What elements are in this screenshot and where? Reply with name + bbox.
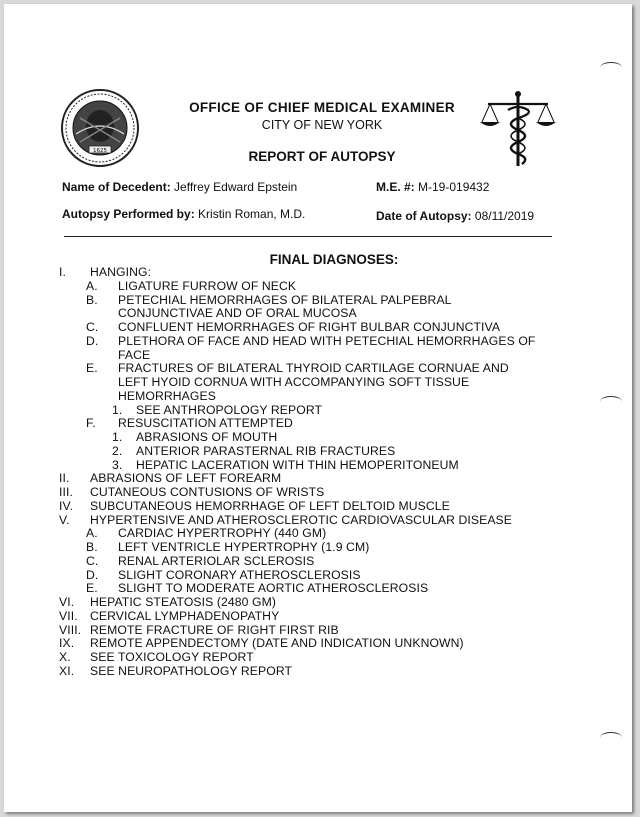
diagnosis-marker: III. xyxy=(59,485,73,499)
diagnosis-text: SLIGHT CORONARY ATHEROSCLEROSIS xyxy=(118,567,361,582)
diagnosis-text: CERVICAL LYMPHADENOPATHY xyxy=(90,608,280,623)
diagnosis-text: HEMORRHAGES xyxy=(118,388,216,403)
diagnosis-text: HYPERTENSIVE AND ATHEROSCLEROTIC CARDIOVASCULAR DISEASE xyxy=(90,512,513,527)
autopsy-date-label: Date of Autopsy: xyxy=(376,209,472,223)
diagnosis-marker: A. xyxy=(86,526,98,541)
binder-hole-mark xyxy=(600,396,622,407)
diagnosis-text: REMOTE APPENDECTOMY (DATE AND INDICATION UNKNOWN) xyxy=(90,636,464,651)
diagnosis-text: HANGING: xyxy=(90,265,152,279)
diagnosis-marker: IX. xyxy=(59,636,75,651)
diagnosis-text: FRACTURES OF BILATERAL THYROID CARTILAGE CORNUAE AND xyxy=(118,361,509,376)
diagnosis-text: PETECHIAL HEMORRHAGES OF BILATERAL PALPEBRAL xyxy=(118,292,452,307)
diagnosis-marker: D. xyxy=(86,567,99,582)
diagnosis-text: LEFT HYOID CORNUA WITH ACCOMPANYING SOFT TISSUE xyxy=(118,375,470,389)
performed-by-field xyxy=(62,207,305,221)
diagnosis-marker: V. xyxy=(59,512,70,527)
diagnosis-marker: VI. xyxy=(59,595,75,609)
binder-hole-mark xyxy=(600,732,622,743)
diagnosis-text: HEPATIC STEATOSIS (2480 GM) xyxy=(90,595,277,609)
report-title: REPORT OF AUTOPSY xyxy=(248,149,396,164)
diagnosis-text: REMOTE FRACTURE OF RIGHT FIRST RIB xyxy=(90,622,339,637)
diagnosis-marker: A. xyxy=(86,278,98,293)
decedent-label: Name of Decedent: xyxy=(62,180,171,194)
diagnosis-text: SEE ANTHROPOLOGY REPORT xyxy=(136,402,323,417)
diagnosis-text: RENAL ARTERIOLAR SCLEROSIS xyxy=(118,553,315,568)
me-number-value: M-19-019432 xyxy=(418,180,490,194)
diagnosis-text: PLETHORA OF FACE AND HEAD WITH PETECHIAL HEMORRHAGES OF xyxy=(118,333,536,348)
performed-by-value: Kristin Roman, M.D. xyxy=(198,207,306,221)
diagnosis-text: SEE TOXICOLOGY REPORT xyxy=(90,650,254,664)
diagnosis-marker: VII. xyxy=(59,608,78,623)
binder-hole-mark xyxy=(600,62,622,73)
diagnosis-marker: IV. xyxy=(59,498,74,513)
city-subtitle: CITY OF NEW YORK xyxy=(261,118,383,132)
diagnosis-marker: X. xyxy=(59,650,71,664)
diagnosis-text: ABRASIONS OF MOUTH xyxy=(136,430,278,444)
autopsy-date-field xyxy=(376,209,534,223)
diagnosis-text: SUBCUTANEOUS HEMORRHAGE OF LEFT DELTOID MUSCLE xyxy=(90,498,450,513)
diagnosis-text: CUTANEOUS CONTUSIONS OF WRISTS xyxy=(90,485,325,499)
diagnosis-marker: B. xyxy=(86,292,98,307)
diagnosis-text: ANTERIOR PARASTERNAL RIB FRACTURES xyxy=(136,443,396,458)
performed-by-label: Autopsy Performed by: xyxy=(62,207,195,221)
diagnosis-marker: F. xyxy=(86,416,96,431)
diagnosis-text: CONJUNCTIVAE AND OF ORAL MUCOSA xyxy=(118,306,357,321)
diagnosis-text: LEFT VENTRICLE HYPERTROPHY (1.9 CM) xyxy=(118,540,370,554)
diagnosis-marker: II. xyxy=(59,471,70,486)
diagnosis-marker: C. xyxy=(86,320,99,334)
diagnosis-text: RESUSCITATION ATTEMPTED xyxy=(118,416,293,431)
diagnosis-text: CONFLUENT HEMORRHAGES OF RIGHT BULBAR CONJUNCTIVA xyxy=(118,320,501,334)
me-number-field xyxy=(376,180,489,194)
final-diagnoses-title: FINAL DIAGNOSES: xyxy=(269,252,399,267)
diagnosis-text: SEE NEUROPATHOLOGY REPORT xyxy=(90,663,293,678)
diagnosis-marker: E. xyxy=(86,361,98,376)
diagnosis-marker: E. xyxy=(86,581,98,596)
diagnosis-text: CARDIAC HYPERTROPHY (440 GM) xyxy=(118,526,327,541)
diagnosis-text: SLIGHT TO MODERATE AORTIC ATHEROSCLEROSIS xyxy=(118,581,429,596)
diagnosis-marker: VIII. xyxy=(59,622,82,637)
me-number-label: M.E. #: xyxy=(376,180,415,194)
diagnosis-text: HEPATIC LACERATION WITH THIN HEMOPERITONEUM xyxy=(136,457,459,472)
diagnosis-marker: D. xyxy=(86,333,99,348)
diagnosis-marker: I. xyxy=(59,265,66,279)
diagnosis-text: ABRASIONS OF LEFT FOREARM xyxy=(90,471,282,486)
autopsy-date-value: 08/11/2019 xyxy=(474,209,535,223)
diagnosis-marker: 1. xyxy=(112,430,123,444)
decedent-field xyxy=(62,180,297,194)
diagnosis-marker: B. xyxy=(86,540,98,554)
report-page xyxy=(4,4,632,812)
seal-year: 1625 xyxy=(93,148,107,154)
diagnosis-marker: 1. xyxy=(112,402,123,417)
diagnosis-text: FACE xyxy=(118,347,151,362)
diagnosis-marker: 2. xyxy=(112,443,123,458)
diagnosis-text: LIGATURE FURROW OF NECK xyxy=(118,278,297,293)
diagnosis-marker: XI. xyxy=(59,663,75,678)
diagnosis-marker: C. xyxy=(86,553,99,568)
decedent-value: Jeffrey Edward Epstein xyxy=(174,180,298,194)
header-divider xyxy=(64,236,552,237)
office-title: OFFICE OF CHIEF MEDICAL EXAMINER xyxy=(189,100,455,115)
diagnosis-marker: 3. xyxy=(112,457,123,472)
